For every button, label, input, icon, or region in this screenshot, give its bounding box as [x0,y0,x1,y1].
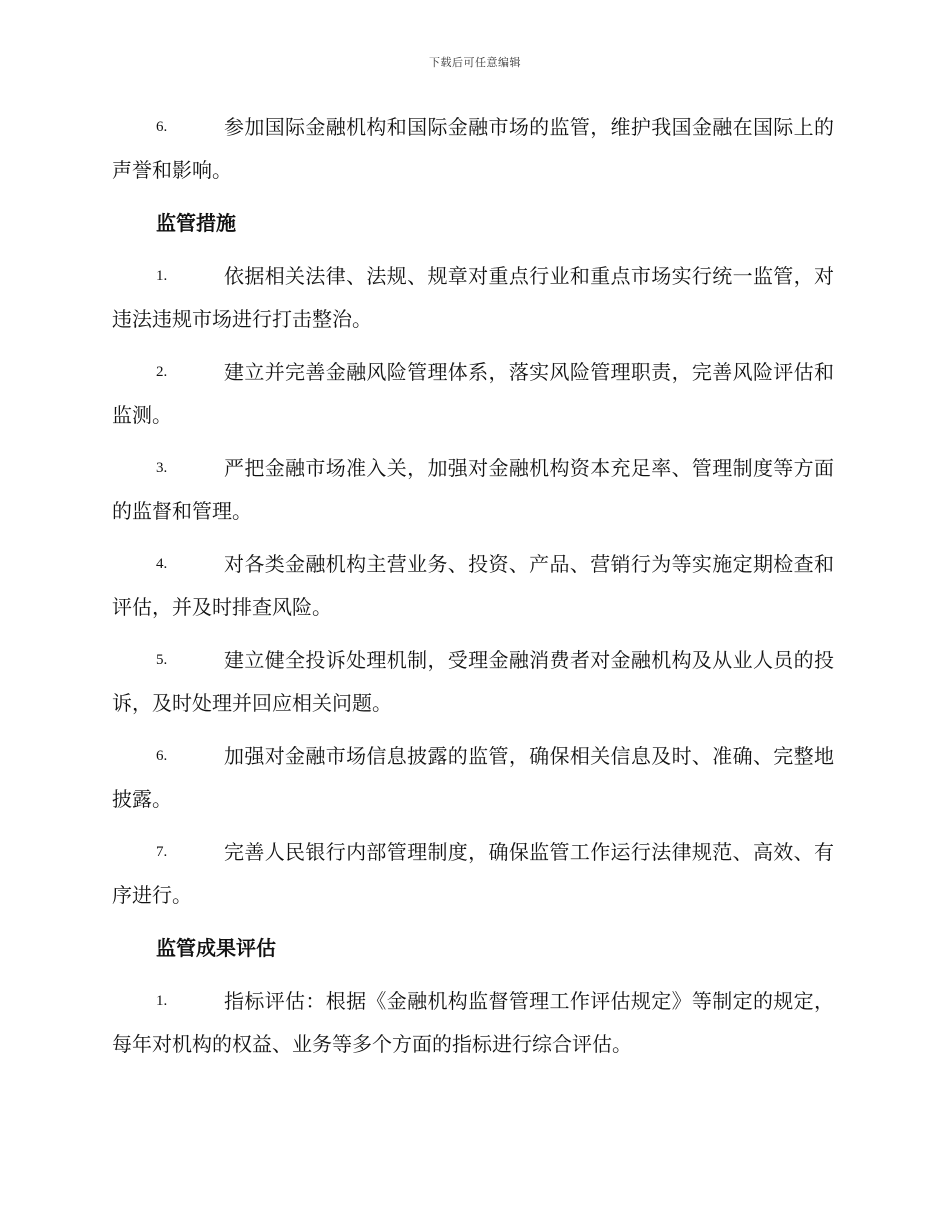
item-text: 参加国际金融机构和国际金融市场的监管，维护我国金融在国际上的声誉和影响。 [112,115,834,182]
item-number: 5. [156,652,168,668]
item-number: 3. [156,460,168,476]
item-text: 加强对金融市场信息披露的监管，确保相关信息及时、准确、完整地披露。 [112,744,834,811]
item-text: 建立并完善金融风险管理体系，落实风险管理职责，完善风险评估和监测。 [112,360,834,427]
list-item [112,447,834,533]
item-number: 6. [156,748,168,764]
list-item [112,735,834,821]
list-item [112,980,834,1066]
list-item [112,831,834,917]
item-number: 1. [156,993,168,1009]
document-body [112,106,834,1076]
item-text: 对各类金融机构主营业务、投资、产品、营销行为等实施定期检查和评估，并及时排查风险。 [112,552,834,619]
item-text: 指标评估：根据《金融机构监督管理工作评估规定》等制定的规定，每年对机构的权益、业务等多个方面的指标进行综合评估。 [112,989,834,1056]
list-item [112,543,834,629]
item-number: 6. [156,119,168,135]
section-heading-measures: 监管措施 [156,211,236,235]
item-text: 完善人民银行内部管理制度，确保监管工作运行法律规范、高效、有序进行。 [112,840,834,907]
item-number: 7. [156,844,168,860]
item-number: 2. [156,364,168,380]
item-number: 4. [156,556,168,572]
item-text: 依据相关法律、法规、规章对重点行业和重点市场实行统一监管，对违法违规市场进行打击整治。 [112,264,834,331]
item-text: 严把金融市场准入关，加强对金融机构资本充足率、管理制度等方面的监督和管理。 [112,456,834,523]
header-note: 下载后可任意编辑 [429,56,521,69]
list-item [112,106,834,192]
section-heading-evaluation: 监管成果评估 [156,936,276,960]
item-text: 建立健全投诉处理机制，受理金融消费者对金融机构及从业人员的投诉，及时处理并回应相关问题。 [112,648,834,715]
list-item [112,255,834,341]
list-item [112,351,834,437]
item-number: 1. [156,268,168,284]
list-item [112,639,834,725]
